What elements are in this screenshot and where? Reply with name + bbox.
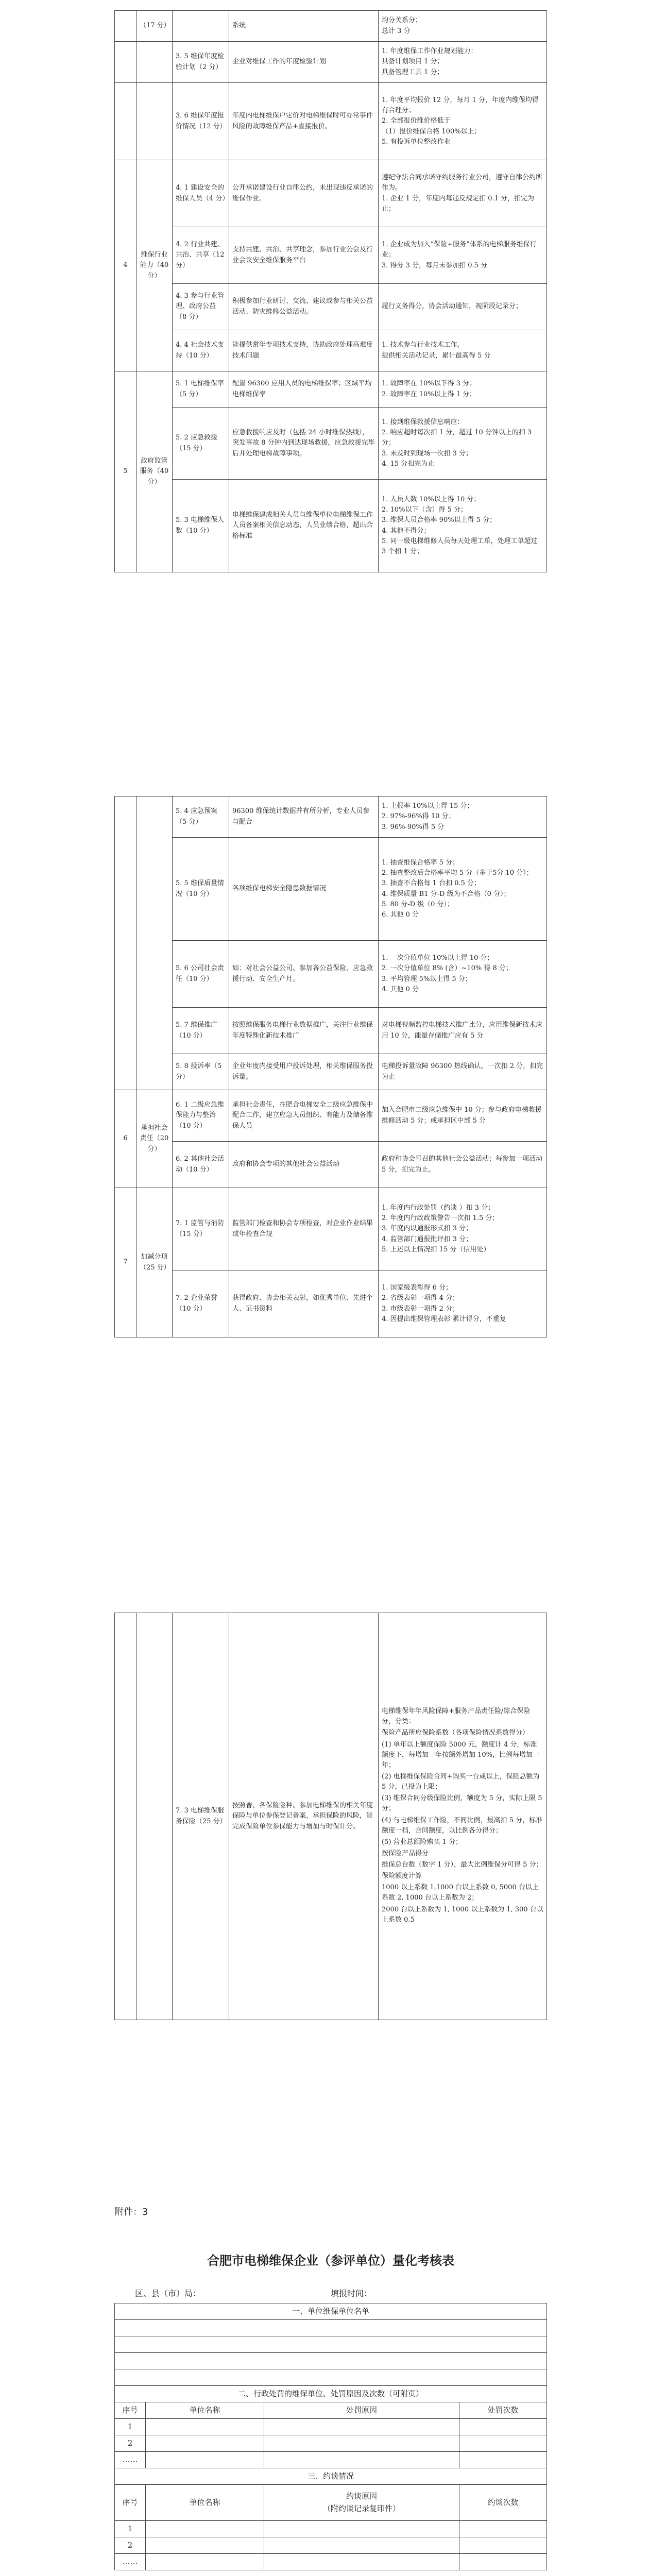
blank-row bbox=[115, 2353, 547, 2369]
category-index bbox=[115, 42, 136, 83]
row-index: …… bbox=[115, 2554, 146, 2570]
column-header: 约谈次数 bbox=[459, 2485, 546, 2521]
standard-cell: 系统 bbox=[229, 11, 379, 42]
score-line: (2) 电梯维保保险合同+购买一台或以上，保险总额为 5 分，已投为上限； bbox=[382, 1772, 540, 1791]
table-row bbox=[115, 2435, 547, 2452]
item-cell: 4. 4 社会技术支持（10 分） bbox=[173, 330, 229, 371]
cell bbox=[146, 2419, 264, 2435]
score-cell: 1. 抽查维保合格率 5 分； 2. 抽查整改后合格率平均 5 分（多于5分 10 分）； 3. 抽查不合格每 1 台扣 0.5 分； 4. 维保质量 B1 分-D 级为不合格（0 分）； 5. 80 分-D 级（0 分）； 6. 其他 0 分 bbox=[379, 838, 547, 941]
column-header: 序号 bbox=[115, 2485, 146, 2521]
appendix-3-table bbox=[114, 2303, 547, 2570]
assessment-table-3 bbox=[114, 1613, 547, 2020]
assessment-table-part-2 bbox=[114, 796, 547, 1337]
district-label: 区、县（市）局： bbox=[135, 2289, 201, 2298]
cell bbox=[146, 2521, 264, 2537]
cell bbox=[459, 2537, 546, 2554]
table-row bbox=[115, 480, 547, 572]
table-row bbox=[115, 42, 547, 83]
table-row bbox=[115, 1142, 547, 1188]
standard-cell: 公开承诺建设行业自律公约，未出现违反承诺的维保作业。 bbox=[229, 160, 379, 227]
table-row bbox=[115, 2386, 547, 2402]
assessment-table-1 bbox=[114, 10, 547, 572]
row-index: 1 bbox=[115, 2521, 146, 2537]
row-index: …… bbox=[115, 2452, 146, 2468]
cell bbox=[264, 2554, 459, 2570]
assessment-table-part-1 bbox=[114, 10, 547, 572]
column-header: 处罚原因 bbox=[264, 2402, 459, 2419]
standard-cell: 支持共建、共治、共享理念，参加行业公会及行业会议安全维保服务平台 bbox=[229, 227, 379, 284]
category-index bbox=[115, 83, 136, 160]
score-line: (1) 单年以上额度保险 5000 元，额度计 4 分，标准额度下，每增加一年按额外增加 10%，比例每增加一年； bbox=[382, 1740, 540, 1769]
cell bbox=[146, 2554, 264, 2570]
table-row bbox=[115, 2353, 547, 2369]
table-row bbox=[115, 1270, 547, 1337]
table-row bbox=[115, 1054, 547, 1090]
item-cell: 5. 8 投诉率（5 分） bbox=[173, 1054, 229, 1090]
category-label bbox=[136, 83, 173, 160]
standard-cell: 配置 96300 应用人员的电梯维保率；区域平均电梯维保率 bbox=[229, 371, 379, 408]
appendix-3-form bbox=[114, 2303, 547, 2570]
cell bbox=[264, 2521, 459, 2537]
table-row bbox=[115, 941, 547, 1008]
score-cell: 1. 技术参与行业技术工作， 提供相关活动记录，累计最高得 5 分 bbox=[379, 330, 547, 371]
cell bbox=[459, 2521, 546, 2537]
column-header: 约谈原因 （附约谈记录复印件） bbox=[264, 2485, 459, 2521]
standard-cell: 政府和协会专项的其他社会公益活动 bbox=[229, 1142, 379, 1188]
item-cell: 6. 1 二级应急维保能力与整治（10 分） bbox=[173, 1090, 229, 1142]
standard-cell: 企业年度内接受用户投诉处理，相关维保服务投诉量。 bbox=[229, 1054, 379, 1090]
column-header: 单位名称 bbox=[146, 2485, 264, 2521]
score-cell: 遵纪守法合同承诺守约服务行业公司，遵守自律公约所作为。 1. 企业 1 分，年度内每违反规定扣 0.1 分，扣完为止； bbox=[379, 160, 547, 227]
item-cell: 5. 6 公司社会责任（10 分） bbox=[173, 941, 229, 1008]
appendix-3-meta bbox=[114, 2287, 547, 2300]
item-cell: 5. 1 电梯维保率（5 分） bbox=[173, 371, 229, 408]
category-label: （17 分） bbox=[136, 11, 173, 42]
item-cell: 6. 2 其他社会活动（10 分） bbox=[173, 1142, 229, 1188]
cell bbox=[459, 2419, 546, 2435]
category-label bbox=[136, 796, 173, 1090]
score-line: 1000 以上系数 1,1000 台以上系数 0, 5000 台以上系数 2, 1000 台以上系数为 2； bbox=[382, 1884, 539, 1902]
category-index bbox=[115, 11, 136, 42]
score-cell: 政府和协会号召的其他社会公益活动；每参加一项活动 5 分，扣完为止。 bbox=[379, 1142, 547, 1188]
score-cell bbox=[379, 1613, 547, 2020]
standard-cell: 企业对维保工作的年度检验计划 bbox=[229, 42, 379, 83]
table-row bbox=[115, 2419, 547, 2435]
item-cell: 7. 3 电梯维保服务保险（25 分） bbox=[173, 1613, 229, 2020]
score-line: 维保总台数（数字 1 分），最大比例维保分可得 5 分； bbox=[382, 1861, 543, 1869]
item-cell: 7. 2 企业荣誉（10 分） bbox=[173, 1270, 229, 1337]
score-cell: 1. 一次分值单位 10%以上得 10 分； 2. 一次分值单位 8% (含）~10% 得 8 分； 3. 平均管理 5%以上得 5 分； 4. 其他 0 分 bbox=[379, 941, 547, 1008]
score-cell: 均分关系分； 总计 3 分 bbox=[379, 11, 547, 42]
blank-row bbox=[115, 2369, 547, 2386]
standard-cell: 电梯维保建成相关人员与维保单位电梯维保工作人员备案相关信息动态，人员业绩合格，超出合格标准 bbox=[229, 480, 379, 572]
cell bbox=[264, 2419, 459, 2435]
cell bbox=[146, 2435, 264, 2452]
fill-date-label: 填报时间： bbox=[331, 2289, 372, 2298]
standard-cell: 年度内电梯维保户定价对电梯维保时可办常事件风险的故障维保产品+直接报价。 bbox=[229, 83, 379, 160]
blank-row bbox=[115, 2320, 547, 2336]
cell bbox=[146, 2452, 264, 2468]
score-line: (3) 维保合同分级保险比例，额度为 5 分，实际上限 5 分； bbox=[382, 1794, 542, 1813]
score-line: 保险额度计算 bbox=[382, 1872, 422, 1880]
section-heading: 一、单位维保单位名单 bbox=[115, 2303, 547, 2320]
appendix-3-label: 附件：3 bbox=[114, 2207, 148, 2217]
item-cell: 5. 3 电梯维保人数（10 分） bbox=[173, 480, 229, 572]
score-cell: 电梯投诉量故障 96300 热线确认，一次扣 2 分，扣完为止 bbox=[379, 1054, 547, 1090]
table-row bbox=[115, 83, 547, 160]
cell bbox=[459, 2554, 546, 2570]
category-label: 加减分项（25 分） bbox=[136, 1188, 173, 1337]
score-cell: 1. 上报率 10%以上得 15 分； 2. 97%-96%得 10 分； 3. 96%-90%得 5 分 bbox=[379, 796, 547, 838]
table-row bbox=[115, 1188, 547, 1270]
table-row bbox=[115, 2537, 547, 2554]
table-row bbox=[115, 1090, 547, 1142]
cell bbox=[264, 2435, 459, 2452]
row-index: 2 bbox=[115, 2537, 146, 2554]
row-index: 1 bbox=[115, 2419, 146, 2435]
score-cell: 1. 国家级表彰得 6 分； 2. 省级表彰一项得 4 分； 3. 市级表彰一项得 2 分； 4. 因提出维保管理表彰 累计得分，不重复 bbox=[379, 1270, 547, 1337]
item-cell: 4. 2 行业共建、共治、共享（12 分） bbox=[173, 227, 229, 284]
score-cell: 1. 年度平均报价 12 分，每月 1 分，年度内维保均得有合理分； 2. 全部报价维价格低于 （1）报价维保合格 100%以上； 5. 有投诉单位整改作业 bbox=[379, 83, 547, 160]
standard-cell: 获得政府、协会相关表彰，如优秀单位、先进个人、证书资料 bbox=[229, 1270, 379, 1337]
score-line: (5) 营业总额险购买 1 分； bbox=[382, 1838, 463, 1846]
standard-cell: 承担社会责任，在肥合电梯安全二级应急维保中配合工作，建立应急人员组织、有能力及储备维保人员 bbox=[229, 1090, 379, 1142]
row-index: 2 bbox=[115, 2435, 146, 2452]
standard-cell: 各项维保电梯安全隐患数据情况 bbox=[229, 838, 379, 941]
item-cell: 3. 5 维保年度检验计划（2 分） bbox=[173, 42, 229, 83]
table-row bbox=[115, 2468, 547, 2485]
assessment-table-part-3 bbox=[114, 1613, 547, 2020]
section-heading: 三、约谈情况 bbox=[115, 2468, 547, 2485]
score-cell: 对电梯视频监控电梯技术推广比分，应用维保新技术应用 10 分，能量存储推广应有 5 分 bbox=[379, 1008, 547, 1054]
table-row bbox=[115, 11, 547, 42]
section-heading: 二、行政处罚的维保单位、处罚原因及次数（可附页） bbox=[115, 2386, 547, 2402]
item-cell bbox=[173, 11, 229, 42]
item-cell: 3. 6 维保年度报价情况（12 分） bbox=[173, 83, 229, 160]
table-row bbox=[115, 2452, 547, 2468]
standard-cell: 如：对社会公益公司、参加各公益保险、应急救援行动、安全生产月。 bbox=[229, 941, 379, 1008]
table-row bbox=[115, 2369, 547, 2386]
score-line: (4) 与电梯维保工作险，不同比例，最高扣 5 分，标准额度一档，合同额度，以比例各分得分； bbox=[382, 1816, 543, 1835]
table-row bbox=[115, 408, 547, 480]
table-row bbox=[115, 227, 547, 284]
score-cell: 1. 企业成为加入“保险+服务”体系的电梯服务维保行业； 3. 得分 3 分，每月未参加扣 0.5 分 bbox=[379, 227, 547, 284]
table-row bbox=[115, 2303, 547, 2320]
table-row bbox=[115, 330, 547, 371]
category-index: 4 bbox=[115, 160, 136, 371]
item-cell: 5. 2 应急救援（15 分） bbox=[173, 408, 229, 480]
score-line: 电梯维保年年风险保障+服务产品责任险/综合保险分，分类： bbox=[382, 1707, 531, 1726]
table-row bbox=[115, 371, 547, 408]
cell bbox=[146, 2537, 264, 2554]
item-cell: 5. 4 应急预案（5 分） bbox=[173, 796, 229, 838]
header-row bbox=[115, 2402, 547, 2419]
standard-cell: 按照普、各保险险种、参加电梯维保的相关年度保险与单位参保登记备案，承担保险的风险，能完成保险单位参保能力与增加与时保计分。 bbox=[229, 1613, 379, 2020]
column-header: 序号 bbox=[115, 2402, 146, 2419]
blank-row bbox=[115, 2336, 547, 2353]
item-cell: 5. 5 维保质量情况（10 分） bbox=[173, 838, 229, 941]
table-row bbox=[115, 2336, 547, 2353]
category-index bbox=[115, 796, 136, 1090]
category-label: 维保行业能力（40 分） bbox=[136, 160, 173, 371]
column-header: 单位名称 bbox=[146, 2402, 264, 2419]
table-row bbox=[115, 838, 547, 941]
score-cell: 1. 故障率在 10%以下得 3 分； 2. 故障率在 10%以上得 1 分； bbox=[379, 371, 547, 408]
table-row bbox=[115, 160, 547, 227]
header-row bbox=[115, 2485, 547, 2521]
table-row bbox=[115, 2320, 547, 2336]
category-label: 政府监管服务（40 分） bbox=[136, 371, 173, 572]
score-line: 2000 台以上系数为 1, 1000 以上系数为 1, 300 台以上系数 0.5 bbox=[382, 1905, 543, 1924]
item-cell: 4. 1 建设安全的维保人员（4 分） bbox=[173, 160, 229, 227]
standard-cell: 积极参加行业研讨、交流、建议或参与相关公益活动、防灾维修公益活动。 bbox=[229, 284, 379, 330]
cell bbox=[459, 2452, 546, 2468]
table-row bbox=[115, 2554, 547, 2570]
score-cell: 1. 人员人数 10%以上得 10 分； 2. 10%以下（含）得 5 分； 3. 维保人员合格率 90%以上得 5 分； 4. 其他不得分； 5. 同一级电梯维修人员每天处理工单，处理工单超过 3 个扣 1 分； bbox=[379, 480, 547, 572]
item-cell: 4. 3 参与行业管理、政府公益（8 分） bbox=[173, 284, 229, 330]
standard-cell: 应急救援响应及时（包括 24 小时维保热线），突发事故 8 分钟内到达现场救援，应急救援完毕后并处理电梯故障事项。 bbox=[229, 408, 379, 480]
category-label bbox=[136, 42, 173, 83]
table-row bbox=[115, 1613, 547, 2020]
score-cell: 1. 年度维保工作作业规划能力： 具备计划项目 1 分； 具备管理工具 1 分； bbox=[379, 42, 547, 83]
score-cell: 加入合肥市二级应急维保中 10 分；参与政府电梯救援维修活动 5 分；或承担区中部 5 分 bbox=[379, 1090, 547, 1142]
item-cell: 7. 1 监管与消防（15 分） bbox=[173, 1188, 229, 1270]
cell bbox=[459, 2435, 546, 2452]
table-row bbox=[115, 1008, 547, 1054]
column-header: 处罚次数 bbox=[459, 2402, 546, 2419]
standard-cell: 监管部门检查和协会专项检查，对企业作业结果或年检查合规 bbox=[229, 1188, 379, 1270]
standard-cell: 能提供常年专项技术支持，协助政府处理高难度技术问题 bbox=[229, 330, 379, 371]
category-label: 承担社会责任（20 分） bbox=[136, 1090, 173, 1188]
table-row bbox=[115, 796, 547, 838]
standard-cell: 按照维保服务电梯行业数据推广，关注行业维保年度特殊化新技术推广 bbox=[229, 1008, 379, 1054]
score-cell: 1. 年度内行政处罚（约谈 ）扣 3 分； 2. 年度内行政政策警告一次扣 1.5 分； 3. 年度内以通报形式扣 3 分； 4. 监管部门通报批评扣 3 分； 5. 上述以上情况扣 15 分（信用处） bbox=[379, 1188, 547, 1270]
cell bbox=[264, 2537, 459, 2554]
item-cell: 5. 7 维保推广（10 分） bbox=[173, 1008, 229, 1054]
category-index: 6 bbox=[115, 1090, 136, 1188]
score-cell: 履行义务得分，协会活动通知，视阶段记录分； bbox=[379, 284, 547, 330]
score-cell: 1. 接到维保救援信息响应： 2. 响应超时每次扣 1 分，超过 10 分钟以上的扣 3 分； 3. 未及时到现场一次扣 3 分； 4. 15 分扣完为止 bbox=[379, 408, 547, 480]
category-index: 7 bbox=[115, 1188, 136, 1337]
score-line: 按保险产品得分 bbox=[382, 1849, 429, 1857]
score-line: 保险产品所应保险系数（各项保险情况系数得分） bbox=[382, 1729, 530, 1737]
table-row bbox=[115, 2521, 547, 2537]
category-index: 5 bbox=[115, 371, 136, 572]
appendix-3-title: 合肥市电梯维保企业（参评单位）量化考核表 bbox=[207, 2253, 454, 2268]
assessment-table-2 bbox=[114, 796, 547, 1337]
cell bbox=[264, 2452, 459, 2468]
standard-cell: 96300 维保统计数据并有所分析，专业人员参与配合 bbox=[229, 796, 379, 838]
table-row bbox=[115, 284, 547, 330]
